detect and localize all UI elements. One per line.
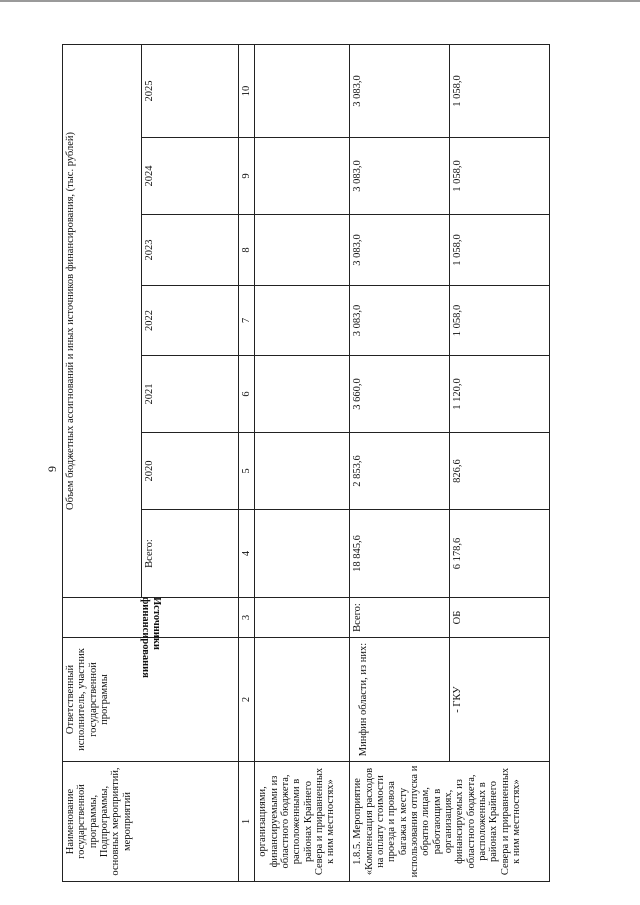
row-value-2021 bbox=[255, 356, 350, 433]
row-value-total bbox=[255, 510, 350, 598]
row-value-2025: 3 083,0 bbox=[350, 44, 450, 137]
row-source: Всего: bbox=[350, 598, 450, 638]
row-value-2021: 1 120,0 bbox=[450, 356, 550, 433]
col-number-2: 2 bbox=[239, 638, 255, 762]
header-year-2022: 2022 bbox=[142, 286, 239, 356]
col-number-4: 4 bbox=[239, 510, 255, 598]
row-executor: - ГКУ bbox=[450, 638, 550, 762]
row-value-2020 bbox=[255, 433, 350, 510]
row-value-2025 bbox=[255, 44, 350, 137]
header-source-text: Источники финансирования bbox=[139, 597, 162, 679]
table-row bbox=[350, 44, 450, 881]
table-row bbox=[255, 44, 350, 881]
funding-table bbox=[62, 44, 550, 882]
rotated-table-container bbox=[62, 45, 549, 882]
row-value-2021: 3 660,0 bbox=[350, 356, 450, 433]
row-name: организациями, финансируемыми из областного бюджета, расположенными в районах Крайнего Севера и приравненных к ним местностях» bbox=[255, 762, 350, 882]
page-number: 9 bbox=[45, 466, 59, 472]
row-value-total: 18 845,6 bbox=[350, 510, 450, 598]
row-value-2024: 3 083,0 bbox=[350, 138, 450, 215]
header-year-2021: 2021 bbox=[142, 356, 239, 433]
col-number-10: 10 bbox=[239, 44, 255, 137]
row-value-2020: 826,6 bbox=[450, 433, 550, 510]
header-year-2020: 2020 bbox=[142, 433, 239, 510]
top-border-line bbox=[0, 0, 640, 2]
col-number-5: 5 bbox=[239, 433, 255, 510]
header-year-2025: 2025 bbox=[142, 44, 239, 137]
col-number-6: 6 bbox=[239, 356, 255, 433]
header-total: Всего: bbox=[142, 510, 239, 598]
column-number-row bbox=[239, 44, 255, 881]
row-value-2022: 1 058,0 bbox=[450, 286, 550, 356]
row-value-total: 6 178,6 bbox=[450, 510, 550, 598]
row-value-2024: 1 058,0 bbox=[450, 138, 550, 215]
header-row-top bbox=[63, 44, 142, 881]
row-value-2023 bbox=[255, 215, 350, 286]
table-row bbox=[450, 44, 550, 881]
row-executor bbox=[255, 638, 350, 762]
row-source: ОБ bbox=[450, 598, 550, 638]
row-value-2022: 3 083,0 bbox=[350, 286, 450, 356]
col-number-8: 8 bbox=[239, 215, 255, 286]
row-value-2020: 2 853,6 bbox=[350, 433, 450, 510]
header-year-2023: 2023 bbox=[142, 215, 239, 286]
header-year-2024: 2024 bbox=[142, 138, 239, 215]
col-number-7: 7 bbox=[239, 286, 255, 356]
header-funding-group: Объем бюджетных ассигнований и иных источников финансирования, (тыс. рублей) bbox=[63, 44, 142, 597]
col-number-3: 3 bbox=[239, 598, 255, 638]
row-value-2022 bbox=[255, 286, 350, 356]
header-executor: Ответственный исполнитель, участник государственной программы bbox=[63, 638, 239, 762]
row-value-2025: 1 058,0 bbox=[450, 44, 550, 137]
col-number-1: 1 bbox=[239, 762, 255, 882]
header-source bbox=[63, 597, 239, 679]
row-value-2023: 3 083,0 bbox=[350, 215, 450, 286]
row-value-2023: 1 058,0 bbox=[450, 215, 550, 286]
row-name: 1.8.5. Мероприятие «Компенсация расходов на оплату стоимости проезда и провоза багажа к месту использования отпуска и обратно лицам, работающим в организациях, финансируемых из областного бюджета, расположенных в районах Крайнего Севера и приравненных к ним местностях» bbox=[350, 762, 550, 882]
row-value-2024 bbox=[255, 138, 350, 215]
row-source bbox=[255, 598, 350, 638]
col-number-9: 9 bbox=[239, 138, 255, 215]
funding-table-wrapper bbox=[62, 45, 549, 882]
row-executor: Минфин области, из них: bbox=[350, 638, 450, 762]
header-name: Наименование государственной программы, Подпрограммы, основных мероприятий, мероприятий bbox=[63, 762, 239, 882]
